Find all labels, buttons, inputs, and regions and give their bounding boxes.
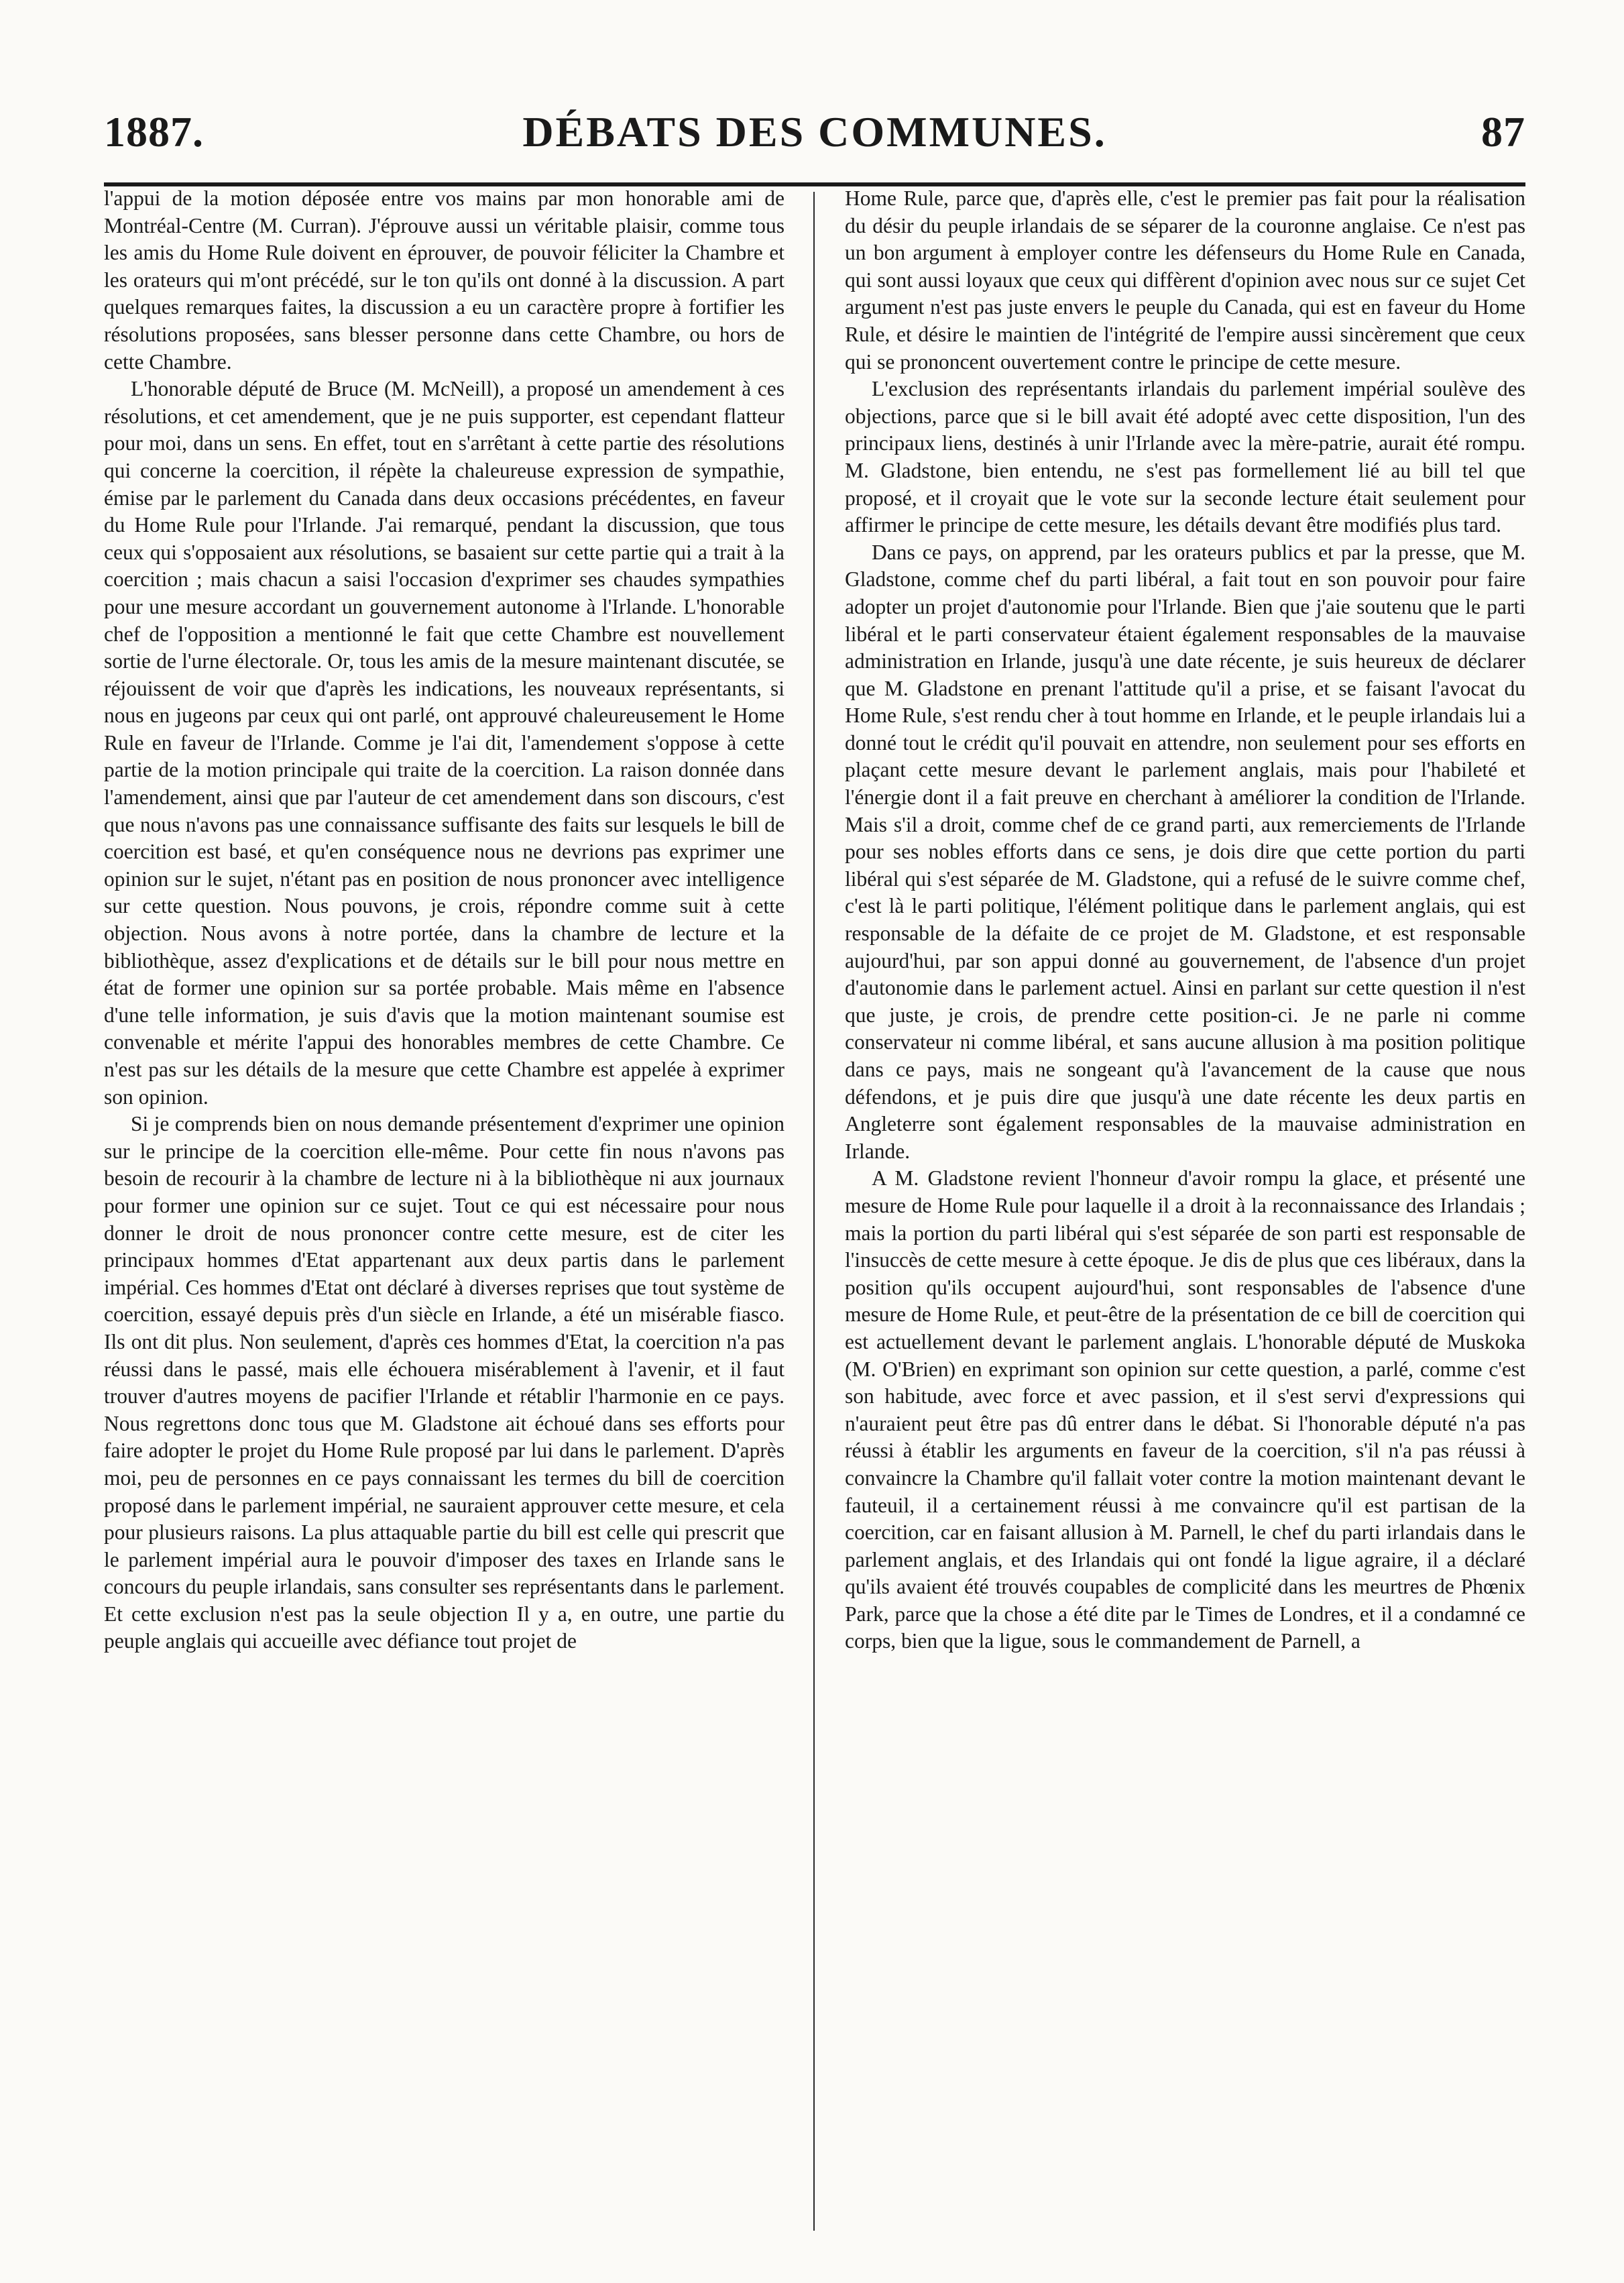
right-column <box>845 185 1525 2237</box>
right-paragraph-4: A M. Gladstone revient l'honneur d'avoir rompu la glace, et présenté une mesure de Home Rule pour laquelle il a droit à la reconnaissance des Irlandais ; mais la portion du parti libéral qui s'est séparée de son parti est responsable de l'insuccès de cette mesure à cette époque. Je dis de plus que ces libéraux, dans la position qu'ils occupent aujourd'hui, sont responsables de l'absence d'une mesure de Home Rule, et peut-être de la présentation de ce bill de coercition qui est actuellement devant le parlement anglais. L'honorable député de Muskoka (M. O'Brien) en exprimant son opinion sur cette question, a parlé, comme c'est son habitude, avec force et avec passion, et il s'est servi d'expressions qui n'auraient peut être pas dû entrer dans le débat. Si l'honorable député n'a pas réussi à établir les arguments en faveur de la coercition, s'il n'a pas réussi à convaincre la Chambre qu'il fallait voter contre la motion maintenant devant le fauteuil, il a certainement réussi à me convaincre qu'il est partisan de la coercition, car en faisant allusion à M. Parnell, le chef du parti irlandais dans le parlement anglais, et des Irlandais qui ont fondé la ligue agraire, il a déclaré qu'ils avaient été trouvés coupables de complicité dans les meurtres de Phœnix Park, parce que la chose a été dite par le Times de Londres, et il a condamné ce corps, bien que la ligue, sous le commandement de Parnell, a <box>845 1166 1525 1653</box>
header-year: 1887. <box>104 108 204 156</box>
right-paragraph-3: Dans ce pays, on apprend, par les orateurs publics et par la presse, que M. Gladstone, comme chef du parti libéral, a fait tout en son pouvoir pour faire adopter un projet d'autonomie pour l'Irlande. Bien que j'aie soutenu que le parti libéral et le parti conservateur étaient également responsables de la mauvaise administration en Irlande, jusqu'à une date récente, je suis heureux de déclarer que M. Gladstone en prenant l'attitude qu'il a prise, et se faisant l'avocat du Home Rule, s'est rendu cher à tout homme en Irlande, et le peuple irlandais lui a donné tout le crédit qu'il pouvait en attendre, non seulement pour ses efforts en plaçant cette mesure devant le parlement anglais, mais pour l'habileté et l'énergie dont il a fait preuve en cherchant à améliorer la condition de l'Irlande. Mais s'il a droit, comme chef de ce grand parti, aux remerciements de l'Irlande pour ses nobles efforts dans ce sens, je dois dire que cette portion du parti libéral qui s'est séparée de M. Gladstone, qui a refusé de le suivre comme chef, c'est là le parti politique, l'élément politique dans le parlement anglais, qui est responsable de la défaite de ce projet de M. Gladstone, et est responsable aujourd'hui, par son appui donné au gouvernement, de l'absence d'un projet d'autonomie dans le parlement actuel. Ainsi en parlant sur cette question il n'est que juste, je crois, de prendre cette position-ci. Je ne parle ni comme conservateur ni comme libéral, et sans aucune allusion à ma position politique dans ce pays, mais ne songeant qu'à l'avancement de la cause que nous défendons, et je puis dire que jusqu'à une date récente les deux partis en Angleterre sont également responsables de la mauvaise administration en Irlande. <box>845 540 1525 1163</box>
left-paragraph-2: L'honorable député de Bruce (M. McNeill), a proposé un amendement à ces résolutions, et cet amendement, que je ne puis supporter, est cependant flatteur pour moi, dans un sens. En effet, tout en s'arrêtant à cette partie des résolutions qui concerne la coercition, il répète la chaleureuse expression de sympathie, émise par le parlement du Canada dans deux occasions précédentes, en faveur du Home Rule pour l'Irlande. J'ai remarqué, pendant la discussion, que tous ceux qui s'opposaient aux résolutions, se basaient sur cette partie qui a trait à la coercition ; mais chacun a saisi l'occasion d'exprimer ses chaudes sympathies pour une mesure accordant un gouvernement autonome à l'Irlande. L'honorable chef de l'opposition a mentionné le fait que cette Chambre est nouvellement sortie de l'urne électorale. Or, tous les amis de la mesure maintenant discutée, se réjouissent de voir que d'après les indications, les nouveaux représentants, si nous en jugeons par ceux qui ont parlé, ont approuvé chaleureusement le Home Rule en faveur de l'Irlande. Comme je l'ai dit, l'amendement s'oppose à cette partie de la motion principale qui traite de la coercition. La raison donnée dans l'amendement, ainsi que par l'auteur de cet amendement dans son discours, c'est que nous n'avons pas une connaissance suffisante des faits sur lesquels le bill de coercition est basé, et qu'en conséquence nous ne devrions pas exprimer une opinion sur le sujet, n'étant pas en position de nous prononcer avec intelligence sur cette question. Nous pouvons, je crois, répondre comme suit à cette objection. Nous avons à notre portée, dans la chambre de lecture et la bibliothèque, assez d'explications et de détails sur le bill pour nous mettre en état de former une opinion sur sa portée probable. Mais même en l'absence d'une telle information, je suis d'avis que la motion maintenant soumise est convenable et mérite l'appui des honorables membres de cette Chambre. Ce n'est pas sur les détails de la mesure que cette Chambre est appelée à exprimer son opinion. <box>104 377 785 1109</box>
left-paragraph-3: Si je comprends bien on nous demande présentement d'exprimer une opinion sur le principe de la coercition elle-même. Pour cette fin nous n'avons pas besoin de recourir à la chambre de lecture ni à la bibliothèque ni aux journaux pour former une opinion sur ce sujet. Tout ce qui est nécessaire pour nous donner le droit de nous prononcer contre cette mesure, est de citer les principaux hommes d'Etat appartenant aux deux partis dans le parlement impérial. Ces hommes d'Etat ont déclaré à diverses reprises que tout système de coercition, essayé depuis près d'un siècle en Irlande, a été un misérable fiasco. Ils ont dit plus. Non seulement, d'après ces hommes d'Etat, la coercition n'a pas réussi dans le passé, mais elle échouera misérablement à l'avenir, et il faut trouver d'autres moyens de pacifier l'Irlande et rétablir l'harmonie en ce pays. Nous regrettons donc tous que M. Gladstone ait échoué dans ses efforts pour faire adopter le projet du Home Rule proposé par lui dans le parlement. D'après moi, peu de personnes en ce pays connaissant les termes du bill de coercition proposé dans le parlement impérial, ne sauraient approuver cette mesure, et cela pour plusieurs raisons. La plus attaquable partie du bill est celle qui prescrit que le parlement impérial aura le pouvoir d'imposer des taxes en Irlande sans le concours du peuple irlandais, sans consulter ses représentants dans le parlement. Et cette exclusion n'est pas la seule objection Il y a, en outre, une partie du peuple anglais qui accueille avec défiance tout projet de <box>104 1112 785 1653</box>
right-paragraph-2: L'exclusion des représentants irlandais du parlement impérial soulève des objections, parce que si le bill avait été adopté avec cette disposition, l'un des principaux liens, destinés à unir l'Irlande avec la mère-patrie, aurait été rompu. M. Gladstone, bien entendu, ne s'est pas formellement lié au bill tel que proposé, et il croyait que le vote sur la seconde lecture était seulement pour affirmer le principe de cette mesure, les détails devant être modifiés plus tard. <box>845 377 1525 537</box>
text-columns <box>104 185 1525 2237</box>
column-divider <box>813 192 815 2231</box>
right-paragraph-1: Home Rule, parce que, d'après elle, c'est le premier pas fait pour la réalisation du désir du peuple irlandais de se séparer de la couronne anglaise. Ce n'est pas un bon argument à employer contre les défenseurs du Home Rule en Canada, qui sont aussi loyaux que ceux qui diffèrent d'opinion avec nous sur ce sujet Cet argument n'est pas juste envers le peuple du Canada, qui est en faveur du Home Rule, et désire le maintien de l'intégrité de l'empire aussi sincèrement que ceux qui se prononcent ouvertement contre le principe de cette mesure. <box>845 186 1525 374</box>
left-column <box>104 185 785 2237</box>
header-page-number: 87 <box>1481 108 1525 156</box>
left-paragraph-1: l'appui de la motion déposée entre vos mains par mon honorable ami de Montréal-Centre (M. Curran). J'éprouve aussi un véritable plaisir, comme tous les amis du Home Rule doivent en éprouver, de pouvoir féliciter la Chambre et les orateurs qui m'ont précédé, sur le ton qu'ils ont donné à la discussion. A part quelques remarques faites, la discussion a eu un caractère propre à fortifier les résolutions proposées, sans blesser personne dans cette Chambre, ou hors de cette Chambre. <box>104 186 785 374</box>
page-header <box>104 101 1525 174</box>
document-page <box>104 101 1525 2240</box>
header-title: DÉBATS DES COMMUNES. <box>522 108 1107 156</box>
